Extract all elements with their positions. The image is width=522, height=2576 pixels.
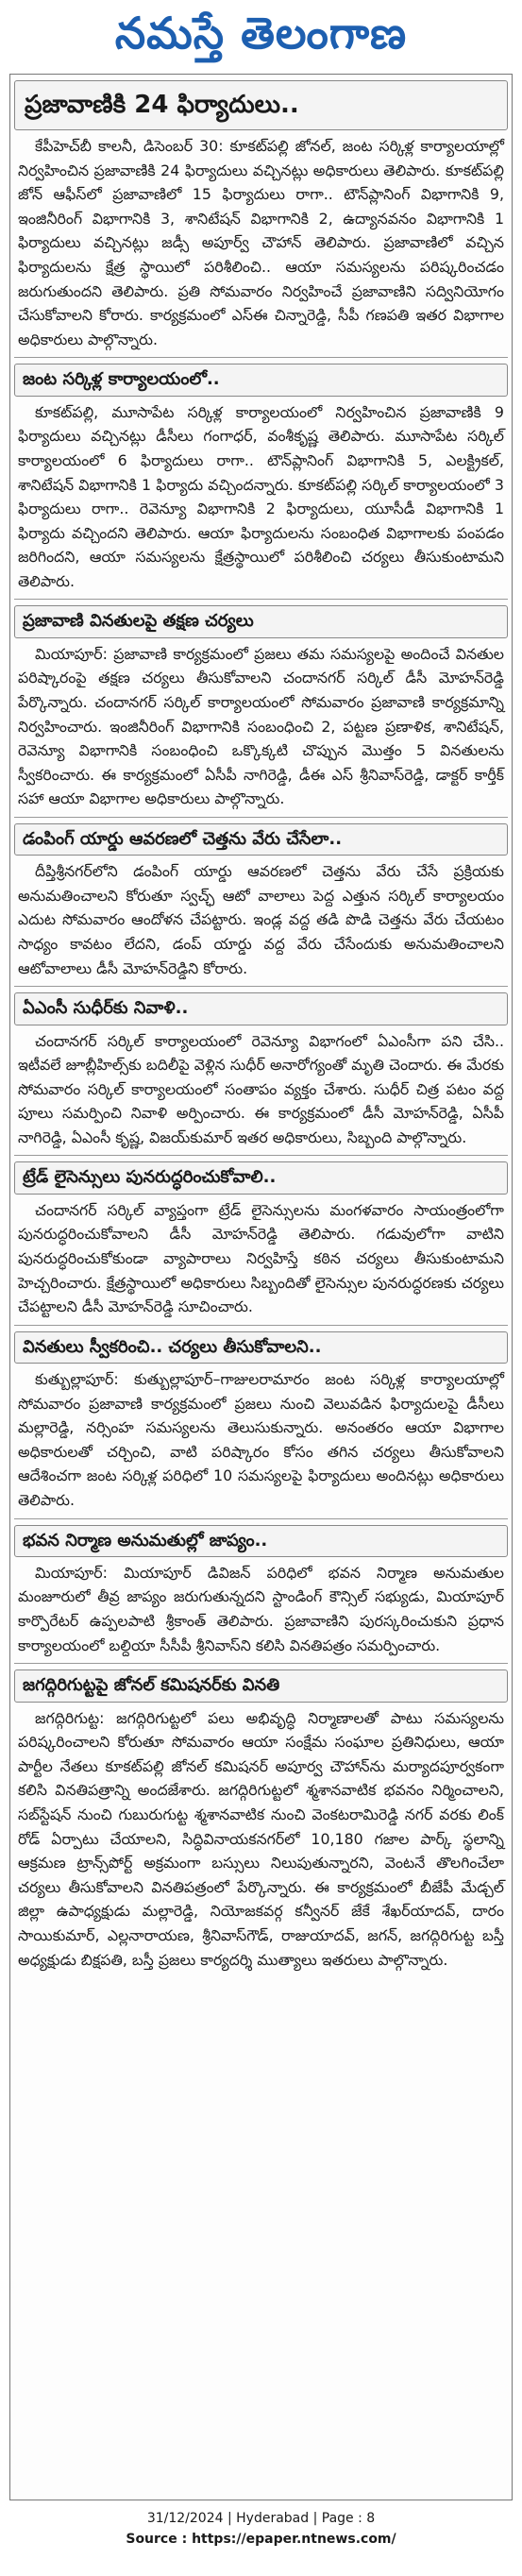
divider <box>14 1325 508 1326</box>
subheading: భవన నిర్మాణ అనుమతుల్లో జాప్యం.. <box>14 1525 508 1557</box>
subheading: ఏఎంసీ సుధీర్‌కు నివాళి.. <box>14 992 508 1025</box>
headline-main: ప్రజావాణికి 24 ఫిర్యాదులు.. <box>14 80 508 130</box>
section-trade-licenses <box>10 1161 512 1318</box>
subheading: జంట సర్కిళ్ల కార్యాలయంలో.. <box>14 364 508 396</box>
paragraph: చందానగర్ సర్కిల్ వ్యాప్తంగా ట్రేడ్ లైసెన్సులను మంగళవారం సాయంత్రంలోగా పునరుద్ధరించుకోవాలని డీసీ మోహన్‌రెడ్డి తెలిపారు. గడువులోగా వాటిని పునరుద్ధరించుకోకుండా వ్యాపారాలు నిర్వహిస్తే కఠిన చర్యలు తీసుకుంటామని హెచ్చరించారు. క్షేత్రస్థాయిలో అధికారులు సిబ్బందితో లైసెన్సుల పునరుద్ధరణకు చర్యలు చేపట్టాలని డీసీ మోహన్‌రెడ్డి సూచించారు. <box>18 1200 504 1316</box>
divider <box>14 357 508 358</box>
divider <box>14 1518 508 1519</box>
section-tribute <box>10 992 512 1149</box>
subheading: ట్రేడ్ లైసెన్సులు పునరుద్ధరించుకోవాలి.. <box>14 1161 508 1194</box>
section-petitions <box>10 1331 512 1513</box>
paragraph: దీప్తిశ్రీనగర్‌లోని డంపింగ్ యార్డు ఆవరణలో చెత్తను వేరు చేసే ప్రక్రియకు అనుమతించాలని కోరుతూ స్వచ్ఛ్ ఆటో వాలాలు పెద్ద ఎత్తున సర్కిల్ కార్యాలయం ఎదుట సోమవారం ఆందోళన చేపట్టారు. ఇండ్ల వద్ద తడి పొడి చెత్తను వేరు చేయటం సాధ్యం కావటం లేదని, డంప్ యార్డు వద్ద వేరు చేసేందుకు అనుమతించాలని ఆటోవాలాలు డీసీ మోహన్‌రెడ్డిని కోరారు. <box>18 862 504 977</box>
paragraph: కూకట్‌పల్లి, మూసాపేట సర్కిళ్ల కార్యాలయంలో నిర్వహించిన ప్రజావాణికి 9 ఫిర్యాదులు వచ్చినట్లు డీసీలు గంగాధర్, వంశీకృష్ణ తెలిపారు. మూసాపేట సర్కిల్ కార్యాలయంలో 6 ఫిర్యాదులు రాగా.. టౌన్‌ప్లానింగ్ విభాగానికి 5, ఎలక్ట్రికల్, శానిటేషన్ విభాగానికి 1 ఫిర్యాదు వచ్చిందన్నారు. కూకట్‌పల్లి సర్కిల్ కార్యాలయంలో 3 ఫిర్యాదులు రాగా.. రెవెన్యూ విభాగానికి 2 ఫిర్యాదులు, యూసీడీ విభాగానికి 1 ఫిర్యాదు వచ్చిందని తెలిపారు. ఆయా ఫిర్యాదులను సంబంధిత విభాగాలకు పంపడం జరిగిందని, ఆయా సమస్యలను క్షేత్రస్థాయిలో పరిశీలించి చర్యలు తీసుకుంటామని తెలిపారు. <box>18 402 504 590</box>
section-jagadgirigutta <box>10 1669 512 1972</box>
divider <box>14 817 508 818</box>
divider <box>14 1155 508 1156</box>
section-twin-circles <box>10 364 512 593</box>
paragraph: కుత్బుల్లాపూర్: కుత్బుల్లాపూర్–గాజులరామారం జంట సర్కిళ్ల కార్యాలయాల్లో సోమవారం ప్రజావాణి కార్యక్రమంలో ప్రజలు నుంచి వెలువడిన ఫిర్యాదులపై డీసీలు మల్లారెడ్డి, నర్సింహ సమస్యలను తెలుసుకున్నారు. అనంతరం ఆయా విభాగాల అధికారులతో చర్చించి, వాటి పరిష్కారం కోసం తగిన చర్యలు తీసుకోవాలని ఆదేశించగా జంట సర్కిళ్ల పరిధిలో 10 సమస్యలపై ఫిర్యాదులు అందినట్లు అధికారులు తెలిపారు. <box>18 1370 504 1509</box>
source-link[interactable]: Source : https://epaper.ntnews.com/ <box>126 2532 396 2547</box>
divider <box>14 1663 508 1664</box>
subheading: వినతులు స్వీకరించి.. చర్యలు తీసుకోవాలని.. <box>14 1331 508 1364</box>
paragraph: కేపీహెచ్‌బీ కాలనీ, డిసెంబర్ 30: కూకట్‌పల్లి జోనల్, జంట సర్కిళ్ల కార్యాలయాల్లో నిర్వహించిన ప్రజావాణికి 24 ఫిర్యాదులు వచ్చినట్లు అధికారులు తెలిపారు. కూకట్‌పల్లి జోన్ ఆఫీస్‌లో ప్రజావాణిలో 15 ఫిర్యాదులు రాగా.. టౌన్‌ప్లానింగ్ విభాగానికి 9, ఇంజినీరింగ్ విభాగానికి 3, శానిటేషన్ విభాగానికి 2, ఉద్యానవనం విభాగానికి 1 ఫిర్యాదులు వచ్చినట్లు జడ్సీ అపూర్వ్ చౌహాన్ తెలిపారు. ప్రజావాణిలో వచ్చిన ఫిర్యాదులను క్షేత్ర స్థాయిలో పరిశీలించి.. ఆయా సమస్యలను పరిష్కరించడం జరుగుతుందని తెలిపారు. ప్రతి సోమవారం నిర్వహించే ప్రజావాణిని సద్వినియోగం చేసుకోవాలని కోరారు. కార్యక్రమంలో ఎస్‌ఈ చిన్నారెడ్డి, సీపీ గణపతి ఇతర విభాగాల అధికారులు పాల్గొన్నారు. <box>18 137 504 348</box>
masthead <box>0 0 522 66</box>
masthead-title: నమస్తే తెలంగాణ <box>114 8 408 59</box>
subheading: డంపింగ్ యార్డు ఆవరణలో చెత్తను వేరు చేసేలా.. <box>14 823 508 856</box>
subheading: ప్రజావాణి వినతులపై తక్షణ చర్యలు <box>14 605 508 637</box>
dateline: 31/12/2024 | Hyderabad | Page : 8 <box>146 2511 376 2526</box>
divider <box>14 986 508 987</box>
section-dumping-yard <box>10 823 512 980</box>
divider <box>14 599 508 600</box>
article-clipping <box>9 74 513 2500</box>
paragraph: మియాపూర్: మియాపూర్ డివిజన్ పరిధిలో భవన నిర్మాణ అనుమతుల మంజూరులో తీవ్ర జాప్యం జరుగుతున్నదని స్టాండింగ్ కౌన్సిల్ సభ్యుడు, మియాపూర్ కార్పొరేటర్ ఉప్పలపాటి శ్రీకాంత్ తెలిపారు. ప్రజావాణిని పురస్కరించుకుని ప్రధాన కార్యాలయంలో బల్దియా సీసీపీ శ్రీనివాస్‌ని కలిసి వినతిపత్రం సమర్పించారు. <box>18 1563 504 1654</box>
paragraph: మియాపూర్: ప్రజావాణి కార్యక్రమంలో ప్రజలు తమ సమస్యలపై అందించే వినతుల పరిష్కారంపై తక్షణ చర్యలు తీసుకోవాలని చందానగర్ సర్కిల్ డీసీ మోహన్‌రెడ్డి పేర్కొన్నారు. చందానగర్ సర్కిల్ కార్యాలయంలో సోమవారం ప్రజావాణి కార్యక్రమాన్ని నిర్వహించారు. ఇంజినీరింగ్ విభాగానికి సంబంధించి 2, పట్టణ ప్రణాళిక, శానిటేషన్, రెవెన్యూ విభాగానికి సంబంధించి ఒక్కొక్కటి చొప్పున మొత్తం 5 వినతులను స్వీకరించారు. ఈ కార్యక్రమంలో ఏసీపీ నాగిరెడ్డి, డీఈ ఎస్ శ్రీనివాస్‌రెడ్డి, డాక్టర్ కార్తీక్ సహా ఆయా విభాగాల అధికారులు పాల్గొన్నారు. <box>18 644 504 808</box>
section-immediate-action <box>10 605 512 810</box>
paragraph: చందానగర్ సర్కిల్ కార్యాలయంలో రెవెన్యూ విభాగంలో ఏఎంసీగా పని చేసి.. ఇటీవలే జూబ్లీహిల్స్‌కు బదిలీపై వెళ్లిన సుధీర్ అనారోగ్యంతో మృతి చెందారు. ఈ మేరకు సోమవారం సర్కిల్ కార్యాలయంలో సంతాపం వ్యక్తం చేశారు. సుధీర్ చిత్ర పటం వద్ద పూలు సమర్పించి నివాళి అర్పించారు. ఈ కార్యక్రమంలో డీసీ మోహన్‌రెడ్డి, ఏసీపీ నాగిరెడ్డి, ఏఎంసీ కృష్ణ, విజయ్‌కుమార్ ఇతర అధికారులు, సిబ్బంది పాల్గొన్నారు. <box>18 1031 504 1146</box>
page-footer <box>0 2508 522 2550</box>
paragraph: జగద్గిరిగుట్ట: జగద్గిరిగుట్టలో పలు అభివృద్ధి నిర్మాణాలతో పాటు సమస్యలను పరిష్కరించాలని కోరుతూ సోమవారం ఆయా సంక్షేమ సంఘాల ప్రతినిధులు, ఆయా పార్టీల నేతలు కూకట్‌పల్లి జోనల్ కమిషనర్ అపూర్వ చౌహాన్‌ను మర్యాదపూర్వకంగా కలిసి వినతిపత్రాన్ని అందజేశారు. జగద్గిరిగుట్టలో శ్మశానవాటిక భవనం నిర్మించాలని, సబ్‌స్టేషన్ నుంచి గుబురుగుట్ట శ్మశానవాటిక నుంచి వెంకటరామిరెడ్డి నగర్ వరకు లింక్ రోడ్ ఏర్పాటు చేయాలని, సిద్ధివినాయకనగర్‌లో 10,180 గజాల పార్క్ స్థలాన్ని ఆక్రమణ ట్రాన్స్‌పోర్ట్ అక్రమంగా బస్సులు నిలుపుతున్నారని, వెంటనే తొలగించేలా చర్యలు తీసుకోవాలని వినతిపత్రంలో పేర్కొన్నారు. ఈ కార్యక్రమంలో బీజేపీ మేడ్చల్ జిల్లా ఉపాధ్యక్షుడు మల్లారెడ్డి, నియోజకవర్గ కన్వీనర్ జేకే శేఖర్‌యాదవ్, దారం సాయికుమార్, ఎల్లనారాయణ, శ్రీనివాస్‌గౌడ్, రాజుయాదవ్, జగన్, జగద్గిరిగుట్ట బస్తీ అధ్యక్షుడు బిక్షపతి, బస్తీ ప్రజలు కార్యదర్శి ముత్యాలు ఇతరులు పాల్గొన్నారు. <box>18 1708 504 1969</box>
section-building-permits <box>10 1525 512 1658</box>
section-complaints-24 <box>10 80 512 351</box>
subheading: జగద్గిరిగుట్టపై జోనల్ కమిషనర్‌కు వినతి <box>14 1669 508 1702</box>
